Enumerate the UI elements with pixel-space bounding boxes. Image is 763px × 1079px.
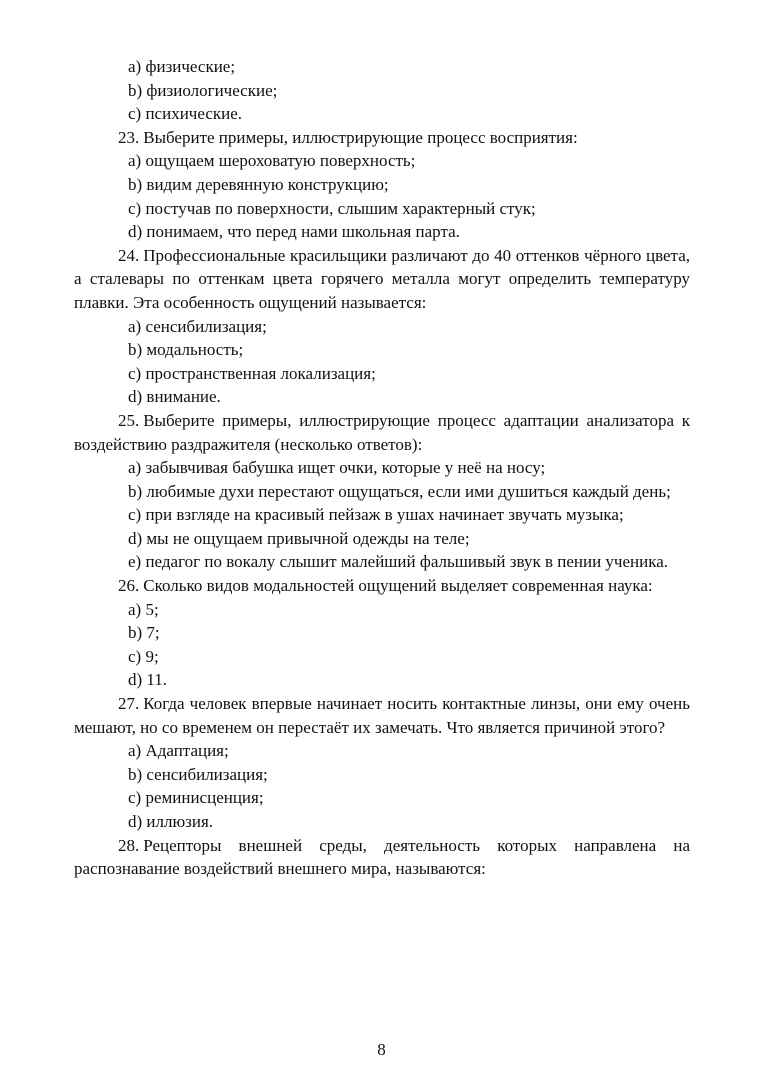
question-26 bbox=[74, 574, 690, 598]
page-number: 8 bbox=[377, 1040, 386, 1059]
answer-option: a) сенсибилизация; bbox=[128, 316, 267, 336]
option: а) физические; bbox=[128, 57, 236, 76]
option: c) психические. bbox=[128, 104, 243, 124]
answer-option: d) мы не ощущаем привычной одежды на теле; bbox=[128, 528, 470, 548]
question-list bbox=[74, 55, 690, 881]
question-28 bbox=[74, 834, 690, 881]
answer-option: c) постучав по поверхности, слышим характерный стук; bbox=[128, 198, 536, 218]
question-number: 27. bbox=[118, 694, 140, 714]
answer-option: a) забывчивая бабушка ищет очки, которые у неё на носу; bbox=[128, 458, 546, 478]
question-number: 25. bbox=[118, 410, 140, 430]
answer-option: b) 7; bbox=[128, 623, 160, 643]
answer-option: d) 11. bbox=[128, 670, 168, 690]
question-text: Выберите примеры, иллюстрирующие процесс восприятия: bbox=[143, 127, 578, 147]
question-text: Рецепторы внешней среды, деятельность которых направлена на распознавание воздействий внешнего мира, называются: bbox=[74, 835, 690, 879]
answer-option: а) Адаптация; bbox=[128, 741, 229, 761]
question-24 bbox=[74, 244, 690, 315]
answer-option: a) 5; bbox=[128, 599, 159, 619]
question-text: Профессиональные красильщики различают до 40 оттенков чёрного цвета, а сталевары по оттенкам цвета горячего металла могут определить температуру плавки. Эта особенность ощущений называется: bbox=[74, 245, 690, 312]
question-text: Сколько видов модальностей ощущений выделяет современная наука: bbox=[143, 576, 653, 596]
question-number: 26. bbox=[118, 576, 140, 596]
question-23 bbox=[74, 126, 690, 150]
answer-option: a) ощущаем шероховатую поверхность; bbox=[128, 151, 416, 171]
question-text: Когда человек впервые начинает носить контактные линзы, они ему очень мешают, но со временем он перестаёт их замечать. Что является причиной этого? bbox=[74, 694, 690, 737]
answer-option: d) понимаем, что перед нами школьная парта. bbox=[128, 222, 460, 242]
answer-option: d) внимание. bbox=[128, 387, 221, 407]
answer-option: d) иллюзия. bbox=[128, 812, 214, 831]
question-25 bbox=[74, 409, 690, 456]
option: b) физиологические; bbox=[128, 80, 278, 100]
answer-option: b) видим деревянную конструкцию; bbox=[128, 174, 389, 194]
question-text: Выберите примеры, иллюстрирующие процесс адаптации анализатора к воздействию раздражителя (несколько ответов): bbox=[74, 410, 690, 454]
answer-option: c) при взгляде на красивый пейзаж в ушах начинает звучать музыка; bbox=[128, 505, 624, 525]
answer-option: c) пространственная локализация; bbox=[128, 363, 376, 383]
answer-option: b) сенсибилизация; bbox=[128, 764, 268, 784]
answer-option: e) педагог по вокалу слышит малейший фальшивый звук в пении ученика. bbox=[128, 552, 668, 572]
question-number: 28. bbox=[118, 835, 140, 855]
answer-option: c) 9; bbox=[128, 646, 159, 666]
answer-option: b) модальность; bbox=[128, 340, 244, 360]
answer-option: b) любимые духи перестают ощущаться, если ими душиться каждый день; bbox=[128, 481, 671, 501]
question-number: 24. bbox=[118, 245, 140, 265]
answer-option: c) реминисценция; bbox=[128, 788, 264, 808]
question-number: 23. bbox=[118, 127, 140, 147]
question-27 bbox=[74, 692, 690, 739]
